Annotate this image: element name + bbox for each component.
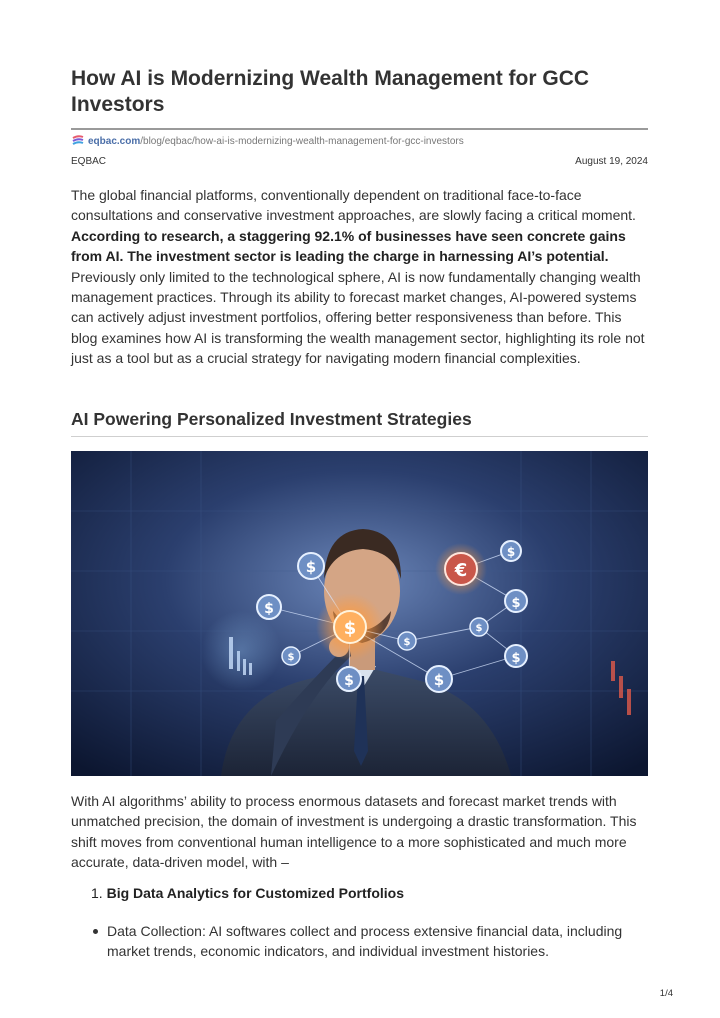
dollar-icon [257, 595, 281, 619]
source-domain[interactable]: eqbac.com [88, 135, 141, 147]
list-number: 1. [91, 885, 103, 901]
section-divider [71, 436, 648, 437]
svg-text:$: $ [506, 545, 516, 559]
dollar-icon [337, 667, 361, 691]
dollar-icon [282, 647, 300, 665]
dollar-icon [398, 632, 416, 650]
svg-text:$: $ [511, 596, 521, 611]
dollar-icon [298, 553, 324, 579]
article-title: How AI is Modernizing Wealth Management for GCC Investors [71, 67, 590, 116]
intro-text-2: Previously only limited to the technological sphere, AI is now fundamentally changing wealth management practices. Through its ability to forecast market changes, AI-powered systems can actively adjust investment portfolios, offering better responsiveness than before. This blog examines how AI is transforming the wealth management sector, highlighting its role not just as a tool but as a crucial strategy for navigating modern financial complexities. [71, 268, 645, 367]
source-url[interactable] [71, 134, 464, 148]
dollar-icon [470, 618, 488, 636]
source-path[interactable]: /blog/eqbac/how-ai-is-modernizing-wealth-management-for-gcc-investors [140, 135, 464, 147]
hero-image [71, 451, 648, 776]
page-number: 1/4 [659, 988, 673, 999]
svg-text:$: $ [403, 637, 411, 648]
numbered-list-item [91, 885, 404, 901]
svg-text:€: € [454, 560, 468, 581]
dollar-icon [334, 611, 366, 643]
intro-highlight: According to research, a staggering 92.1% of businesses have seen concrete gains from AI. The investment sector is leading the charge in harnessing AI’s potential. [71, 227, 626, 265]
svg-text:$: $ [264, 601, 274, 617]
dollar-icon [501, 541, 521, 561]
bullet-dot-icon [93, 929, 98, 934]
euro-icon [445, 553, 477, 585]
svg-text:$: $ [433, 671, 445, 689]
dollar-icon [426, 666, 452, 692]
title-divider [71, 128, 648, 130]
section-paragraph: With AI algorithms’ ability to process enormous datasets and forecast market trends with unmatched precision, the domain of investment is undergoing a drastic transformation. This shift moves from conventional human intelligence to a more sophisticated and much more accurate, data-driven model, with – [71, 793, 637, 871]
svg-text:$: $ [344, 673, 354, 689]
dollar-icon [505, 590, 527, 612]
svg-text:$: $ [305, 558, 317, 576]
svg-text:$: $ [287, 652, 295, 663]
publish-date: August 19, 2024 [575, 156, 648, 167]
svg-text:$: $ [343, 618, 357, 639]
svg-text:$: $ [475, 623, 483, 634]
author-name: EQBAC [71, 156, 107, 167]
dollar-icon [505, 645, 527, 667]
bullet-text: Data Collection: AI softwares collect and process extensive financial data, including market trends, economic indicators, and individual investment histories. [107, 923, 623, 960]
hero-illustration [71, 451, 648, 776]
intro-text-1: The global financial platforms, conventionally dependent on traditional face-to-face consultations and conservative investment approaches, are slowly facing a critical moment. [71, 187, 636, 224]
intro-paragraph [71, 185, 648, 369]
site-logo-icon [71, 134, 85, 148]
svg-text:$: $ [511, 651, 521, 666]
section-heading: AI Powering Personalized Investment Strategies [71, 409, 472, 429]
list-item-title: Big Data Analytics for Customized Portfolios [106, 885, 404, 901]
